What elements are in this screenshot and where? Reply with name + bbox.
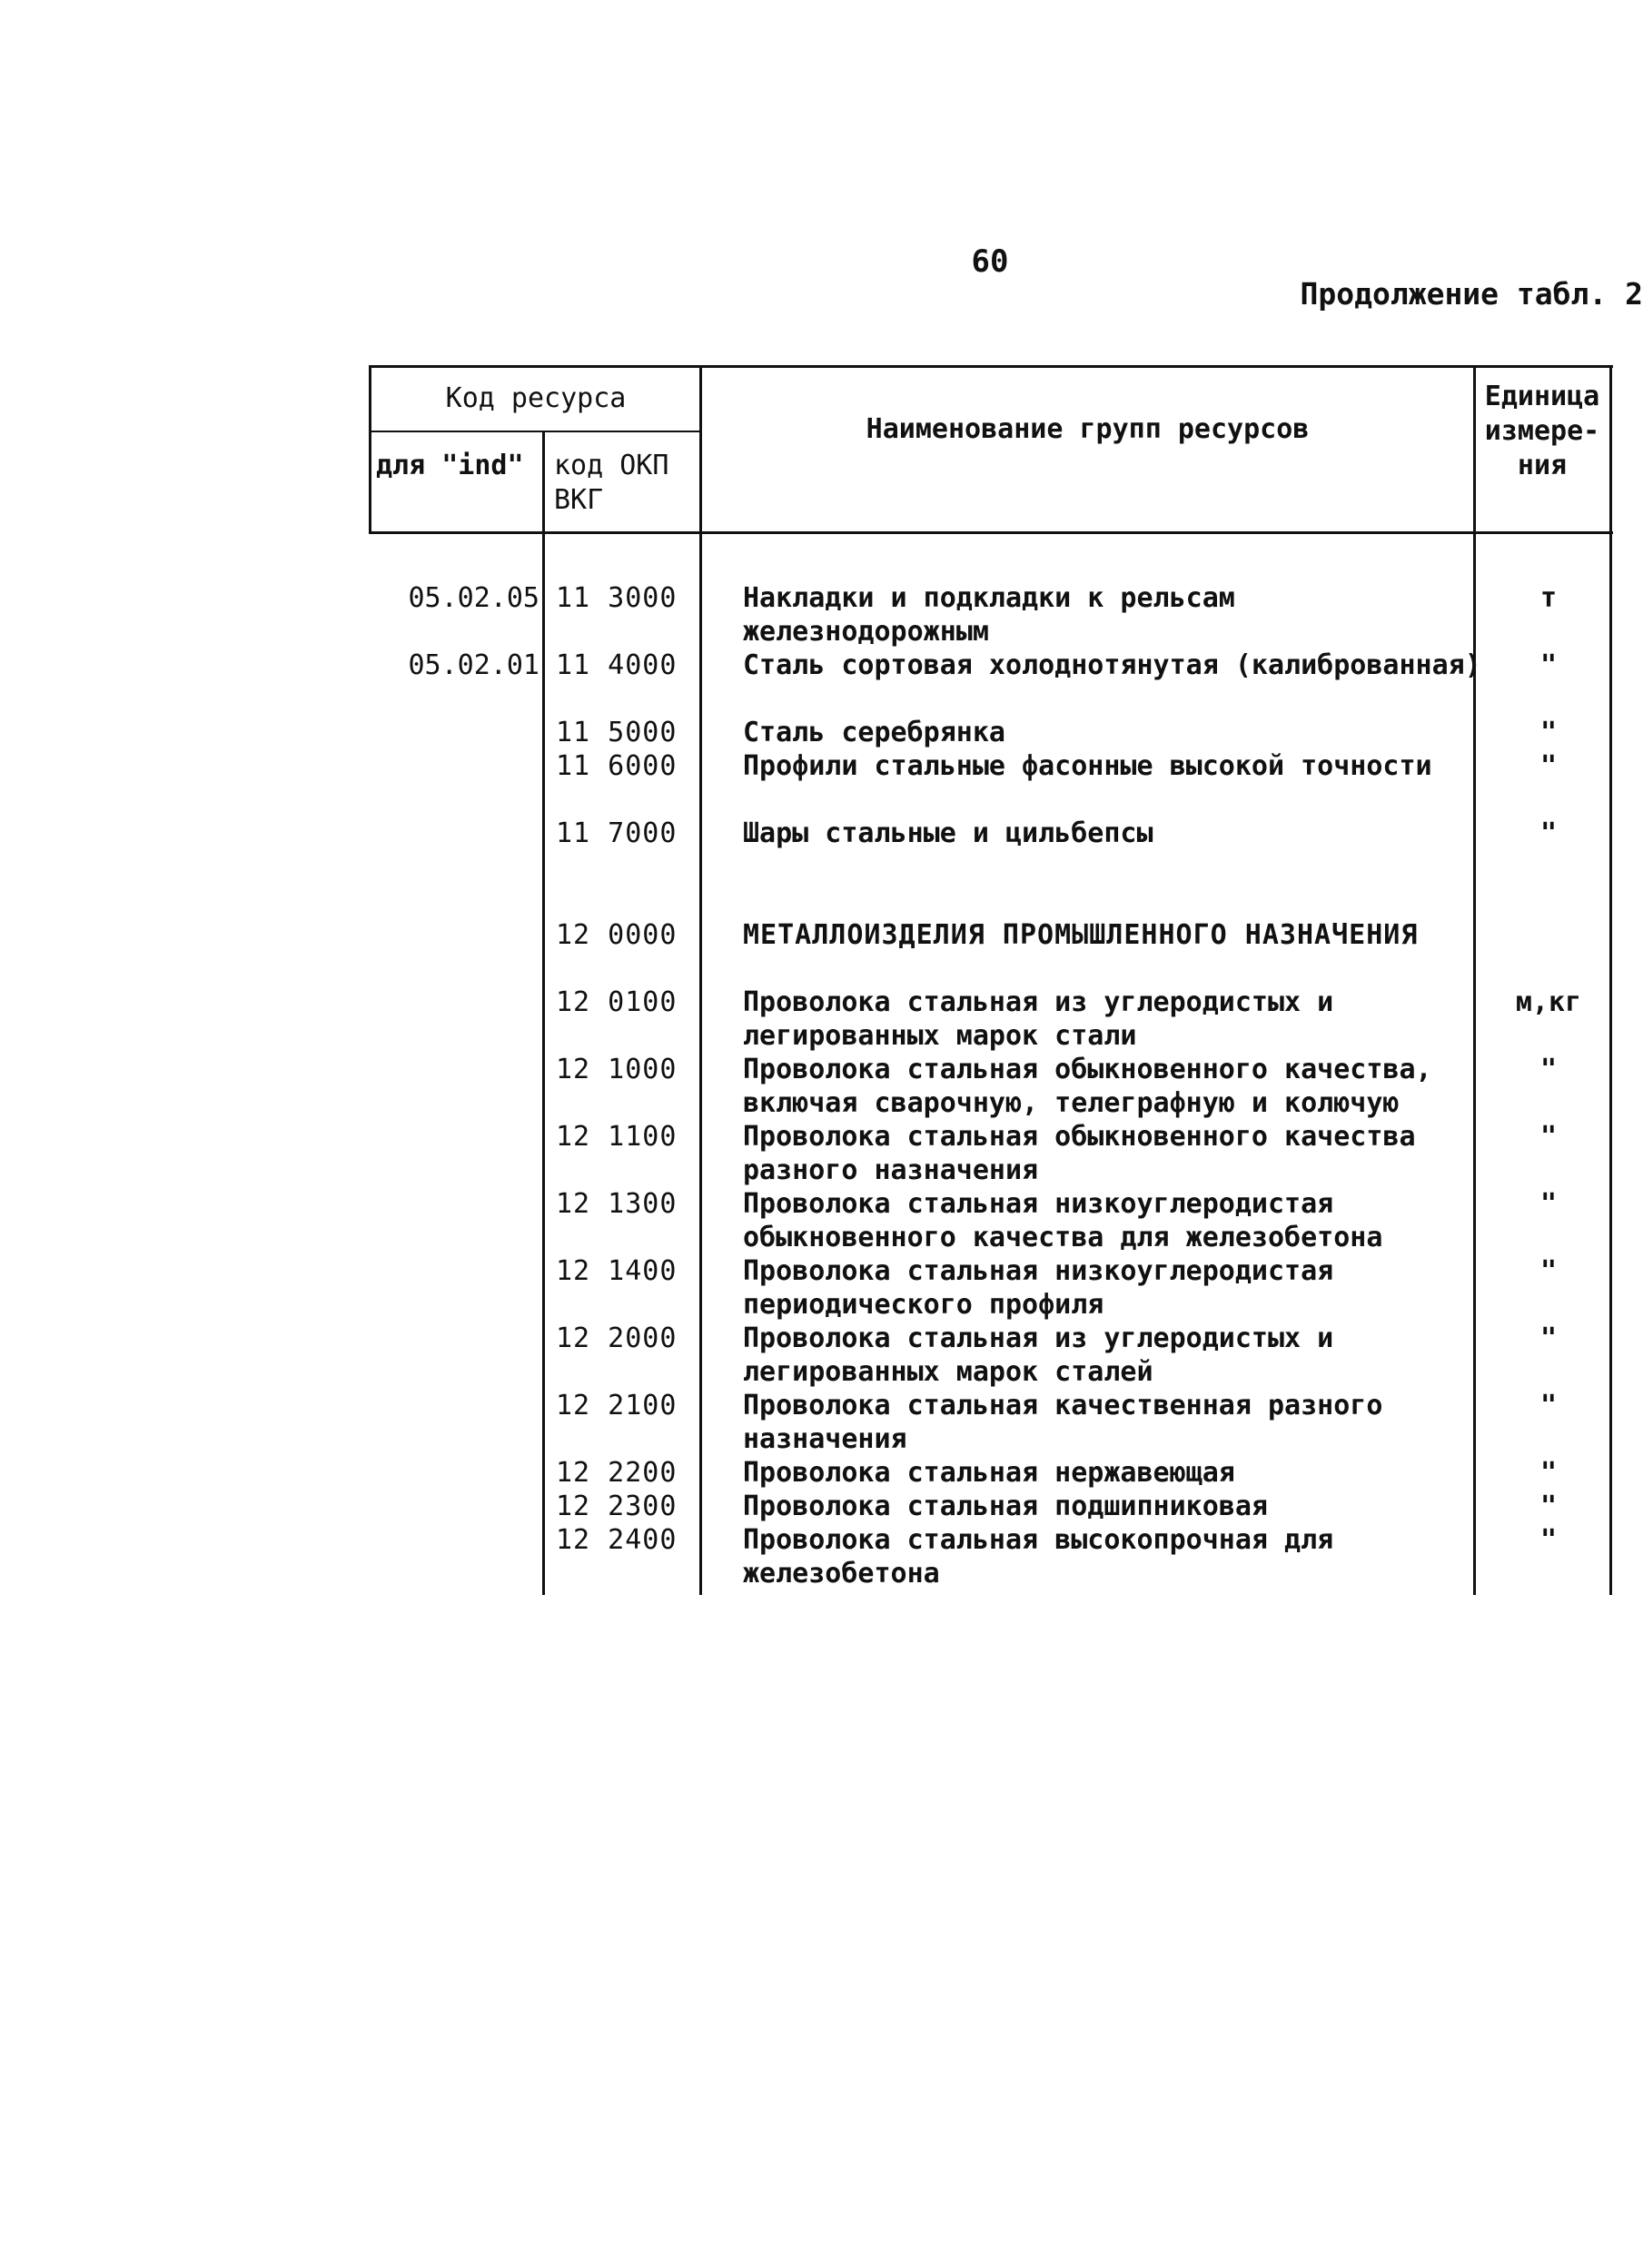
row-okp-code: 11 3000 xyxy=(556,582,678,614)
header-subdivider-rule xyxy=(371,431,701,432)
column-divider-okp xyxy=(699,365,702,1595)
row-unit: " xyxy=(1539,817,1558,849)
row-unit: " xyxy=(1539,717,1558,748)
row-group-name: Проволока стальная качественная разного назначения xyxy=(743,1390,1383,1455)
row-okp-code: 11 7000 xyxy=(556,817,678,849)
page-number: 60 xyxy=(971,243,1009,280)
row-okp-code: 12 1300 xyxy=(556,1188,678,1220)
row-unit: " xyxy=(1539,1121,1558,1153)
table-left-border xyxy=(369,365,371,534)
row-group-name: Проволока стальная низкоуглеродистая обыкновенного качества для железобетона xyxy=(743,1188,1383,1253)
row-okp-code: 12 2100 xyxy=(556,1390,678,1421)
row-okp-code: 12 2300 xyxy=(556,1491,678,1522)
row-unit: " xyxy=(1539,1188,1558,1220)
header-okp-code: код ОКП ВКГ xyxy=(554,450,669,516)
row-group-name: Сталь серебрянка xyxy=(743,717,1005,748)
row-group-name: Проволока стальная обыкновенного качества разного назначения xyxy=(743,1121,1416,1186)
row-unit: " xyxy=(1539,1390,1558,1421)
row-unit: " xyxy=(1539,1524,1558,1556)
row-group-name: Проволока стальная нержавеющая xyxy=(743,1457,1235,1489)
table-top-rule xyxy=(369,365,1613,368)
row-unit: " xyxy=(1539,1054,1558,1085)
header-for-ind: для "ind" xyxy=(376,450,524,481)
row-group-name: Проволока стальная низкоуглеродистая периодического профиля xyxy=(743,1255,1334,1321)
row-okp-code: 12 1000 xyxy=(556,1054,678,1085)
row-group-name: Накладки и подкладки к рельсам железнодорожным xyxy=(743,582,1235,648)
row-okp-code: 11 5000 xyxy=(556,717,678,748)
row-okp-code: 11 6000 xyxy=(556,750,678,782)
row-group-name: Проволока стальная обыкновенного качества, включая сварочную, телеграфную и колючую xyxy=(743,1054,1432,1119)
row-okp-code: 12 0100 xyxy=(556,986,678,1018)
row-unit: " xyxy=(1539,649,1558,681)
row-okp-code: 12 2200 xyxy=(556,1457,678,1489)
header-unit: Единица измере-ния xyxy=(1484,381,1600,481)
row-unit: т xyxy=(1539,582,1558,614)
header-bottom-rule xyxy=(369,531,1613,534)
row-okp-code: 12 0000 xyxy=(556,919,678,951)
row-group-name: Проволока стальная высокопрочная для железобетона xyxy=(743,1524,1334,1590)
column-divider-ind xyxy=(542,431,545,1595)
row-unit: " xyxy=(1539,1255,1558,1287)
row-okp-code: 12 2000 xyxy=(556,1322,678,1354)
row-okp-code: 11 4000 xyxy=(556,649,678,681)
row-group-name: Шары стальные и цильбепсы xyxy=(743,817,1153,849)
row-okp-code: 12 1100 xyxy=(556,1121,678,1153)
row-ind-code: 05.02.01 xyxy=(408,649,539,681)
row-okp-code: 12 1400 xyxy=(556,1255,678,1287)
table-continuation-caption: Продолжение табл. 2 xyxy=(1300,276,1643,312)
row-group-name: Проволока стальная подшипниковая xyxy=(743,1491,1268,1522)
row-unit: " xyxy=(1539,1322,1558,1354)
header-group-name: Наименование групп ресурсов xyxy=(866,413,1310,445)
row-group-name: Профили стальные фасонные высокой точности xyxy=(743,750,1432,782)
row-okp-code: 12 2400 xyxy=(556,1524,678,1556)
row-section-heading: МЕТАЛЛОИЗДЕЛИЯ ПРОМЫШЛЕННОГО НАЗНАЧЕНИЯ xyxy=(743,919,1419,951)
row-group-name: Проволока стальная из углеродистых и легированных марок сталей xyxy=(743,1322,1334,1388)
row-unit: " xyxy=(1539,750,1558,782)
row-ind-code: 05.02.05 xyxy=(408,582,539,614)
row-group-name: Сталь сортовая холоднотянутая (калиброванная) xyxy=(743,649,1481,681)
header-resource-code: Код ресурса xyxy=(445,382,627,414)
row-unit: " xyxy=(1539,1491,1558,1522)
row-unit: м,кг xyxy=(1515,986,1582,1018)
table-right-border xyxy=(1609,365,1612,1595)
row-unit: " xyxy=(1539,1457,1558,1489)
row-group-name: Проволока стальная из углеродистых и легированных марок стали xyxy=(743,986,1334,1052)
